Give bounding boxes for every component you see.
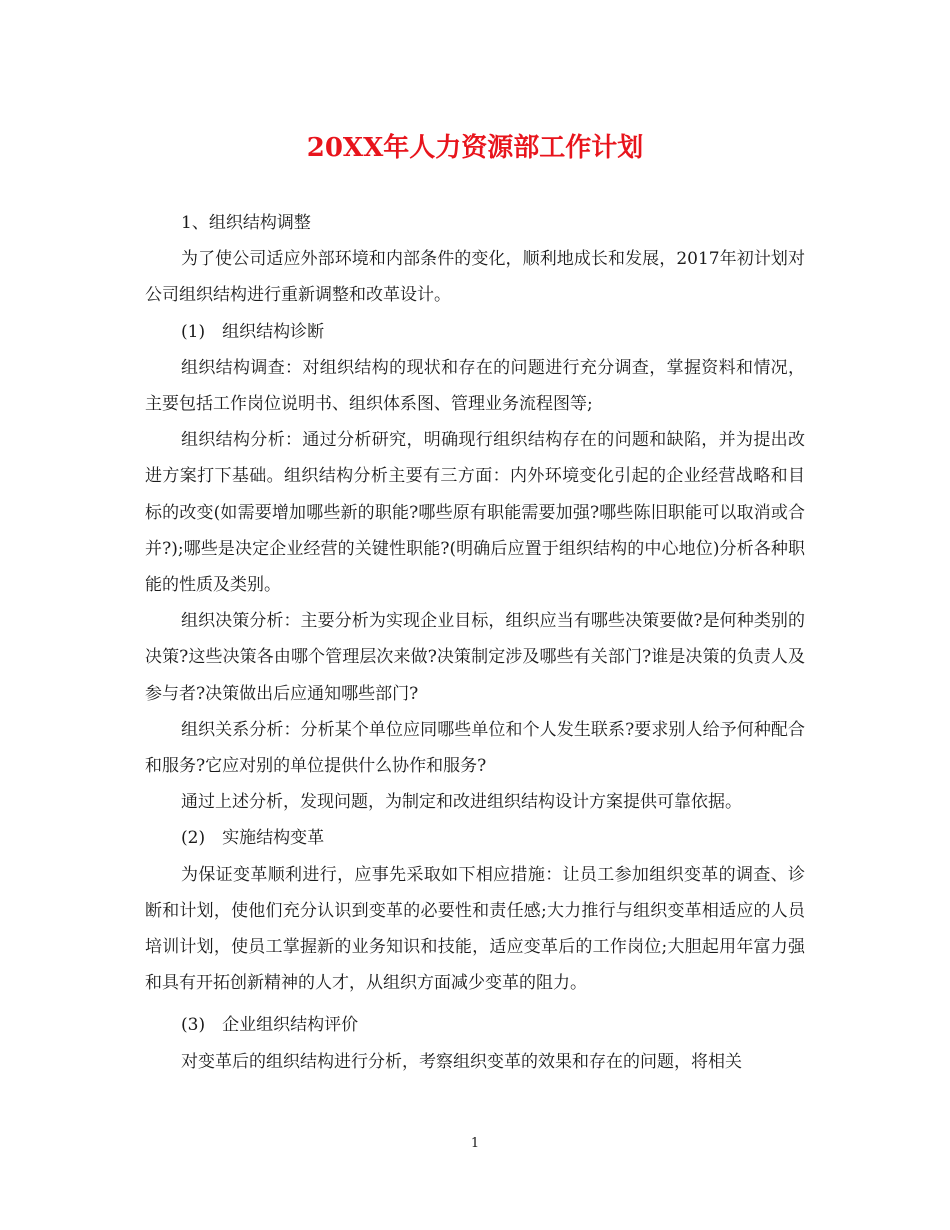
subsection-heading: (1) 组织结构诊断 [181, 321, 325, 342]
document-body [145, 205, 805, 1080]
paragraph: 为了使公司适应外部环境和内部条件的变化，顺利地成长和发展，2017年初计划对公司组织结构进行重新调整和改革设计。 [145, 249, 805, 306]
paragraph: 组织关系分析：分析某个单位应同哪些单位和个人发生联系?要求别人给予何种配合和服务?它应对别的单位提供什么协作和服务? [145, 719, 805, 777]
paragraph: 组织结构分析：通过分析研究，明确现行组织结构存在的问题和缺陷，并为提出改进方案打下基础。组织结构分析主要有三方面：内外环境变化引起的企业经营战略和目标的改变(如需要增加哪些新的职能?哪些原有职能需要加强?哪些陈旧职能可以取消或合并?);哪些是决定企业经营的关键性职能?(明确后应置于组织结构的中心地位)分析各种职能的性质及类别。 [145, 430, 805, 596]
page-number: 1 [470, 1136, 480, 1151]
subsection-heading: (3) 企业组织结构评价 [181, 1015, 359, 1036]
paragraph: 组织决策分析：主要分析为实现企业目标，组织应当有哪些决策要做?是何种类别的决策?这些决策各由哪个管理层次来做?决策制定涉及哪些有关部门?谁是决策的负责人及参与者?决策做出后应通知哪些部门? [145, 611, 805, 704]
document-title: 20XX年人力资源部工作计划 [306, 133, 644, 163]
paragraph: 为保证变革顺利进行，应事先采取如下相应措施：让员工参加组织变革的调查、诊断和计划，使他们充分认识到变革的必要性和责任感;大力推行与组织变革相适应的人员培训计划，使员工掌握新的业务知识和技能，适应变革后的工作岗位;大胆起用年富力强和具有开拓创新精神的人才，从组织方面减少变革的阻力。 [145, 864, 805, 994]
section-heading: 1、组织结构调整 [181, 213, 311, 233]
subsection-heading: (2) 实施结构变革 [181, 828, 325, 849]
paragraph: 通过上述分析，发现问题，为制定和改进组织结构设计方案提供可靠依据。 [181, 792, 742, 813]
paragraph: 对变革后的组织结构进行分析，考察组织变革的效果和存在的问题，将相关 [181, 1051, 742, 1072]
paragraph: 组织结构调查：对组织结构的现状和存在的问题进行充分调查，掌握资料和情况，主要包括工作岗位说明书、组织体系图、管理业务流程图等; [145, 357, 805, 415]
